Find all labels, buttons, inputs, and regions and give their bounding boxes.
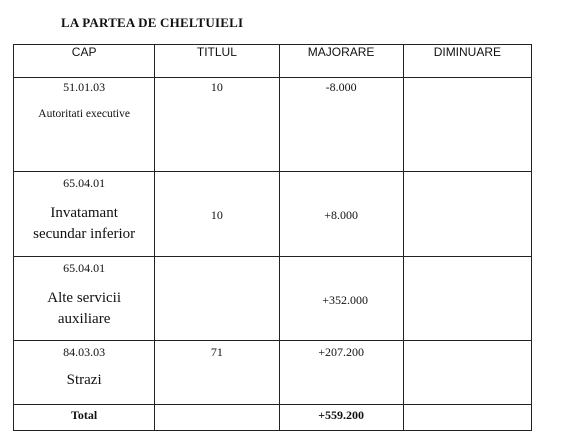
- total-diminuare-cell: [403, 405, 531, 431]
- total-label: Total: [71, 408, 98, 422]
- titlul-cell: [155, 172, 279, 257]
- titlul-value: 10: [210, 80, 223, 94]
- table-row: [14, 341, 532, 405]
- cap-code: 51.01.03: [63, 80, 106, 94]
- titlul-value: 71: [210, 345, 223, 359]
- cap-label-line1: Alte servicii: [47, 290, 121, 306]
- diminuare-cell: [403, 78, 531, 172]
- diminuare-cell: [403, 172, 531, 257]
- titlul-value: 10: [210, 208, 223, 222]
- total-label-cell: [14, 405, 155, 431]
- cap-cell: [14, 78, 155, 172]
- cap-code: 65.04.01: [63, 261, 106, 275]
- titlul-cell: [155, 78, 279, 172]
- majorare-cell: [279, 257, 403, 341]
- cap-cell: [14, 341, 155, 405]
- cap-cell: [14, 257, 155, 341]
- total-majorare-cell: [279, 405, 403, 431]
- majorare-value: +8.000: [324, 208, 358, 222]
- total-majorare-value: +559.200: [318, 408, 365, 422]
- column-header-majorare: MAJORARE: [279, 45, 403, 78]
- cap-label: Strazi: [66, 372, 102, 388]
- cap-cell: [14, 172, 155, 257]
- cap-label-line2: auxiliare: [57, 311, 111, 327]
- total-row: [14, 405, 532, 431]
- cap-label: Autoritati executive: [38, 108, 130, 120]
- column-header-cap: CAP: [14, 45, 155, 78]
- majorare-value: +352.000: [322, 293, 368, 307]
- page-title: LA PARTEA DE CHELTUIELI: [61, 15, 244, 30]
- cap-code: 84.03.03: [63, 345, 106, 359]
- majorare-value: -8.000: [325, 80, 357, 94]
- titlul-cell: [155, 257, 279, 341]
- expenses-table: [13, 44, 532, 431]
- diminuare-cell: [403, 257, 531, 341]
- column-header-titlul: TITLUL: [155, 45, 279, 78]
- majorare-cell: [279, 172, 403, 257]
- cap-label-line2: secundar inferior: [33, 226, 136, 242]
- table-header-row: [14, 45, 532, 78]
- table-row: [14, 78, 532, 172]
- cap-label-line1: Invatamant: [50, 205, 118, 221]
- majorare-cell: [279, 341, 403, 405]
- table-row: [14, 257, 532, 341]
- cap-code: 65.04.01: [63, 176, 106, 190]
- table-row: [14, 172, 532, 257]
- diminuare-cell: [403, 341, 531, 405]
- total-titlul-cell: [155, 405, 279, 431]
- majorare-cell: [279, 78, 403, 172]
- majorare-value: +207.200: [318, 345, 364, 359]
- titlul-cell: [155, 341, 279, 405]
- column-header-diminuare: DIMINUARE: [403, 45, 531, 78]
